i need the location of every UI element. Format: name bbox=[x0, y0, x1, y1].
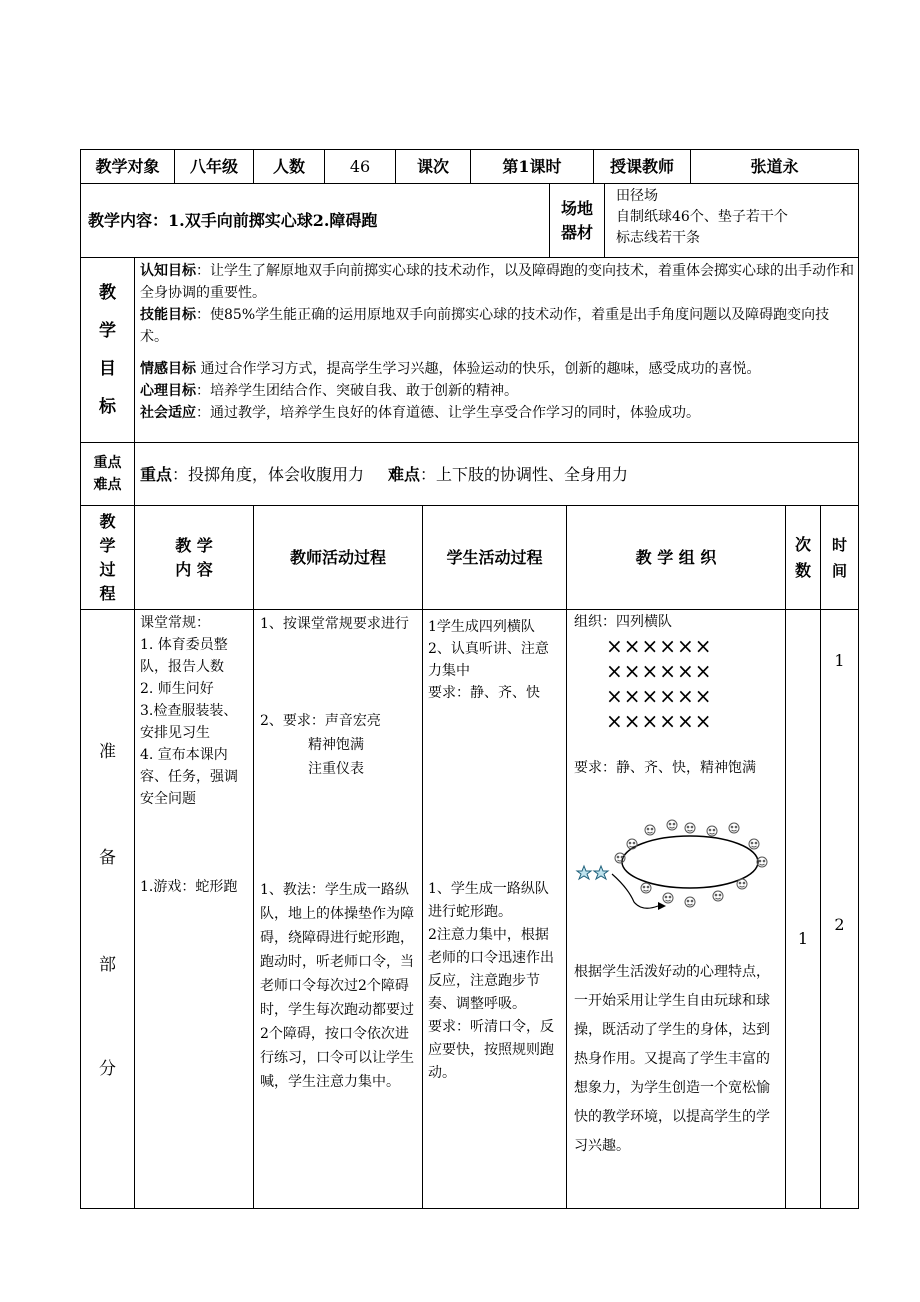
skill-goal-label: 技能目标 bbox=[140, 307, 196, 323]
process-side-label bbox=[81, 506, 134, 609]
prep-content-game: 1.游戏：蛇形跑 bbox=[140, 879, 238, 895]
psych-goal-label: 心理目标 bbox=[140, 383, 196, 399]
side-char: 备 bbox=[99, 848, 116, 868]
row-divider bbox=[80, 257, 859, 258]
prep-content-routine: 课堂常规： 1. 体育委员整队，报告人数 2. 师生问好 3.检查服装装、安排见习生 4. 宣布本课内容、任务，强调安全问题 bbox=[140, 615, 238, 807]
cognitive-goal-text: ：让学生了解原地双手向前掷实心球的技术动作，以及障碍跑的变向技术，着重体会掷实心球的出手动作和全身协调的重要性。 bbox=[140, 263, 854, 301]
smiley-icon bbox=[713, 891, 723, 901]
run-path-arrow bbox=[612, 874, 658, 908]
goals-side-label bbox=[81, 258, 134, 442]
smiley-icon bbox=[663, 893, 673, 903]
side-char: 学 bbox=[99, 535, 116, 555]
smiley-icon bbox=[737, 879, 747, 889]
org-requirement: 要求：静、齐、快，精神饱满 bbox=[574, 760, 756, 776]
venue-label: 场地器材 bbox=[560, 198, 593, 242]
smiley-icon bbox=[641, 883, 651, 893]
teacher-name: 张道永 bbox=[750, 157, 799, 176]
emotion-goal bbox=[140, 358, 854, 380]
star-icon bbox=[594, 866, 608, 879]
side-char: 部 bbox=[99, 955, 116, 975]
smiley-icon bbox=[729, 823, 739, 833]
lesson-label: 课次 bbox=[416, 157, 449, 176]
prep-student-routine: 1学生成四列横队 2、认真听讲、注意力集中 要求：静、齐、快 bbox=[428, 619, 549, 701]
col-divider bbox=[785, 505, 786, 1209]
smiley-icon bbox=[667, 820, 677, 830]
smiley-faces bbox=[615, 820, 767, 907]
col-header-student: 学生活动过程 bbox=[446, 548, 543, 567]
side-char: 教 bbox=[99, 283, 116, 303]
col-divider bbox=[253, 505, 254, 1209]
table-border-right bbox=[858, 149, 859, 1209]
star-icon bbox=[577, 866, 591, 879]
arrow-head-icon bbox=[658, 902, 666, 910]
skill-goal-text: ：使85%学生能正确的运用原地双手向前掷实心球的技术动作，着重是出手角度问题以及障碍跑变向技术。 bbox=[140, 307, 830, 345]
prep-student-game: 1、学生成一路纵队进行蛇形跑。 2注意力集中，根据老师的口令迅速作出反应，注意跑步节奏、调整呼吸。 要求：听清口令，反应要快，按照规则跑动。 bbox=[428, 881, 554, 1081]
teacher-label: 授课教师 bbox=[609, 157, 674, 176]
social-goal-text: ：通过教学，培养学生良好的体育道德、让学生享受合作学习的同时，体验成功。 bbox=[196, 405, 700, 421]
col-header-times: 次 数 bbox=[794, 534, 811, 580]
org-title: 组织：四列横队 bbox=[574, 614, 672, 630]
venue-equipment: 田径场 自制纸球46个、垫子若干个 标志线若干条 bbox=[616, 188, 788, 246]
duration-value: 1 bbox=[834, 651, 845, 670]
formation-row: ×××××× bbox=[606, 634, 713, 658]
skill-goal bbox=[140, 304, 854, 348]
col-header-duration: 时 间 bbox=[831, 535, 847, 580]
side-char: 分 bbox=[99, 1059, 116, 1079]
focus-text bbox=[140, 443, 854, 505]
side-char: 教 bbox=[99, 511, 116, 531]
formation-row: ×××××× bbox=[606, 684, 713, 708]
col-header-teacher: 教师活动过程 bbox=[289, 548, 386, 567]
difficulty-text: ：上下肢的协调性、全身用力 bbox=[420, 464, 629, 484]
emotion-goal-text: 通过合作学习方式，提高学生学习兴趣，体验运动的快乐，创新的趣味，感受成功的喜悦。 bbox=[196, 361, 761, 377]
goals-text bbox=[140, 260, 854, 424]
key-point-label: 重点 bbox=[140, 464, 173, 484]
prep-side-label bbox=[81, 610, 134, 1208]
duration-value: 2 bbox=[834, 915, 845, 934]
col-divider bbox=[604, 183, 605, 257]
difficulty-label: 难点 bbox=[388, 464, 421, 484]
times-value: 1 bbox=[797, 929, 809, 948]
snake-run-diagram bbox=[572, 818, 782, 914]
side-char: 标 bbox=[99, 397, 116, 417]
formation-row: ×××××× bbox=[606, 709, 713, 733]
col-header-organization: 教 学 组 织 bbox=[635, 548, 717, 567]
row-divider bbox=[80, 609, 859, 610]
psych-goal-text: ：培养学生团结合作、突破自我、敢于创新的精神。 bbox=[196, 383, 518, 399]
lesson-content: 教学内容：1.双手向前掷实心球2.障碍跑 bbox=[88, 211, 378, 230]
key-point-text: ：投掷角度，体会收腹用力 bbox=[172, 464, 365, 484]
org-note: 根据学生活泼好动的心理特点，一开始采用让学生自由玩球和球操，既活动了学生的身体，达到热身作用。又提高了学生丰富的想象力，为学生创造一个宽松愉快的教学环境，以提高学生的学习兴趣。 bbox=[574, 964, 770, 1154]
social-goal-label: 社会适应 bbox=[140, 405, 196, 421]
social-goal bbox=[140, 402, 854, 424]
side-char: 过 bbox=[99, 559, 116, 579]
table-border-bottom bbox=[80, 1208, 859, 1209]
prep-teacher-routine: 1、按课堂常规要求进行 bbox=[260, 616, 409, 632]
side-char: 准 bbox=[99, 742, 116, 762]
cognitive-goal-label: 认知目标 bbox=[140, 263, 196, 279]
count-label: 人数 bbox=[272, 157, 305, 176]
object-label: 教学对象 bbox=[95, 157, 160, 176]
side-char: 学 bbox=[99, 321, 116, 341]
smiley-icon bbox=[645, 825, 655, 835]
smiley-icon bbox=[627, 839, 637, 849]
star-icons bbox=[577, 866, 608, 879]
running-loop bbox=[622, 836, 758, 888]
grade-value: 八年级 bbox=[189, 157, 238, 176]
prep-teacher-requirement: 2、要求：声音宏亮 bbox=[260, 713, 381, 729]
psych-goal bbox=[140, 380, 854, 402]
formation-row: ×××××× bbox=[606, 659, 713, 683]
col-header-content: 教 学 内 容 bbox=[175, 535, 213, 579]
prep-teacher-method: 1、教法：学生成一路纵队，地上的体操垫作为障碍，绕障碍进行蛇形跑，跑动时，听老师口令，当老师口令每次过2个障碍时，学生每次跑动都要过2个障碍，按口令依次进行练习，口令可以让学生喊，学生注意力集中。 bbox=[260, 882, 414, 1090]
smiley-icon bbox=[685, 823, 695, 833]
side-char: 程 bbox=[99, 583, 116, 603]
focus-side-label: 重点 难点 bbox=[93, 455, 122, 493]
col-divider bbox=[820, 505, 821, 1209]
col-divider bbox=[134, 257, 135, 1209]
lesson-value: 第1课时 bbox=[502, 157, 562, 176]
formation-grid bbox=[606, 634, 776, 734]
col-divider bbox=[422, 505, 423, 1209]
emotion-goal-label: 情感目标 bbox=[140, 361, 196, 377]
prep-teacher-requirement-detail: 精神饱满 注重仪表 bbox=[308, 737, 364, 777]
cognitive-goal bbox=[140, 260, 854, 304]
col-divider bbox=[566, 505, 567, 1209]
count-value: 46 bbox=[349, 157, 371, 176]
smiley-icon bbox=[749, 839, 759, 849]
smiley-icon bbox=[685, 897, 695, 907]
side-char: 目 bbox=[99, 359, 116, 379]
smiley-icon bbox=[707, 826, 717, 836]
